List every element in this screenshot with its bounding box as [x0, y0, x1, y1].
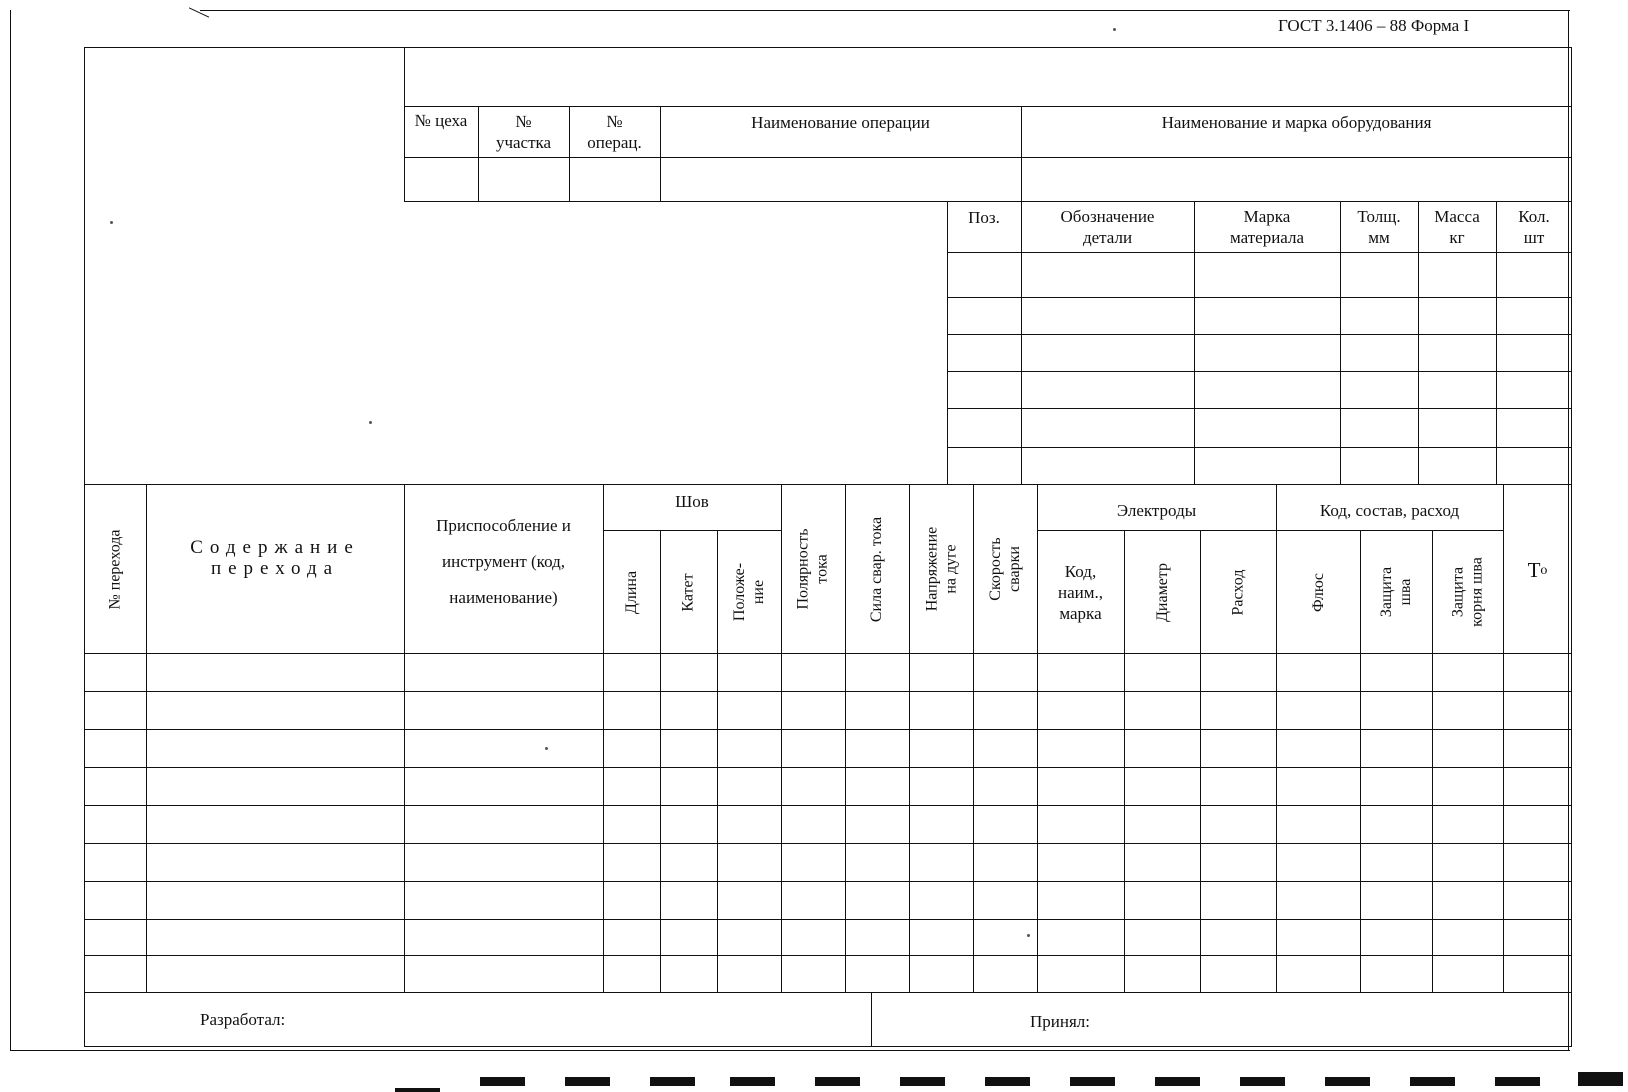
header-arc-voltage: Напряжение на дуге	[923, 526, 960, 612]
header-polarity: Полярность тока	[795, 528, 832, 610]
header-electrodes-group: Электроды	[1116, 500, 1197, 520]
header-electrode-diameter: Диаметр	[1153, 562, 1171, 622]
grid-line	[947, 447, 1572, 448]
scan-dot	[110, 221, 113, 224]
header-flux-group: Код, состав, расход	[1319, 500, 1460, 520]
header-welding-speed: Скорость сварки	[987, 537, 1023, 601]
grid-line	[947, 371, 1572, 372]
scan-artifact	[815, 1077, 860, 1086]
grid-line	[84, 729, 1572, 730]
header-transition-content: Содержание перехода	[190, 537, 360, 579]
scan-artifact	[730, 1077, 775, 1086]
scan-dot	[1113, 28, 1116, 31]
header-operation-name: Наименование операции	[751, 112, 930, 132]
page-border-left	[10, 10, 11, 1050]
scan-artifact	[1325, 1077, 1370, 1086]
grid-line	[84, 805, 1572, 806]
grid-line	[871, 992, 872, 1047]
header-operation-no: № операц.	[587, 112, 642, 152]
header-pos: Поз.	[968, 207, 1000, 227]
scan-artifact	[1410, 1077, 1455, 1086]
scan-artifact	[1240, 1077, 1285, 1086]
grid-line	[84, 653, 1572, 654]
header-time: Т о	[1527, 557, 1548, 582]
header-seam-position: Положе-ние	[731, 562, 767, 622]
header-transition-no: № перехода	[106, 529, 124, 609]
header-thickness: Толщ. мм	[1357, 207, 1401, 247]
accepted-by-label: Принял:	[1030, 1012, 1090, 1031]
header-mass: Масса кг	[1434, 207, 1480, 247]
header-seam-group: Шов	[675, 491, 709, 511]
grid-line	[84, 691, 1572, 692]
scan-artifact	[900, 1077, 945, 1086]
grid-line	[84, 919, 1572, 920]
scan-artifact	[395, 1088, 440, 1092]
grid-line	[404, 201, 1572, 202]
header-equipment: Наименование и марка оборудования	[1161, 112, 1432, 132]
grid-line	[404, 106, 1572, 107]
page-border-bottom	[10, 1050, 1570, 1051]
grid-line	[947, 334, 1572, 335]
header-section-no: № участка	[495, 112, 552, 152]
header-seam-protection: Защита шва	[1378, 566, 1414, 618]
scan-artifact	[1578, 1072, 1623, 1086]
scan-artifact	[565, 1077, 610, 1086]
grid-line	[84, 767, 1572, 768]
scan-artifact	[1155, 1077, 1200, 1086]
grid-line	[1021, 106, 1022, 484]
header-root-protection: Защита корня шва	[1449, 557, 1486, 627]
scan-artifact	[650, 1077, 695, 1086]
grid-line	[404, 157, 1572, 158]
header-seam-length: Длина	[623, 570, 640, 614]
header-electrode-consumption: Расход	[1229, 569, 1247, 615]
grid-line	[84, 843, 1572, 844]
page-border-top	[200, 10, 1570, 11]
developed-by-label: Разработал:	[200, 1010, 286, 1029]
header-flux: Флюс	[1309, 572, 1327, 612]
header-shop-no: № цеха	[414, 110, 468, 130]
scan-dot	[1027, 934, 1030, 937]
scan-artifact	[480, 1077, 525, 1086]
header-seam-leg: Катет	[679, 572, 697, 612]
grid-line	[947, 408, 1572, 409]
scan-artifact	[1070, 1077, 1115, 1086]
header-electrode-code: Код, наим., марка	[1058, 561, 1103, 623]
scan-dot	[369, 421, 372, 424]
grid-line	[603, 530, 781, 531]
header-part-designation: Обозначение детали	[1060, 207, 1155, 247]
header-tooling: Приспособление и инструмент (код, наименование)	[436, 516, 571, 607]
grid-line	[84, 992, 1572, 993]
scan-dot	[545, 747, 548, 750]
grid-line	[84, 955, 1572, 956]
header-material-grade: Марка материала	[1229, 207, 1305, 247]
form-code: ГОСТ 3.1406 – 88 Форма I	[1278, 16, 1470, 35]
scan-artifact	[1495, 1077, 1540, 1086]
grid-line	[84, 484, 1572, 485]
grid-line	[947, 201, 948, 484]
header-quantity: Кол. шт	[1518, 207, 1550, 247]
scan-artifact	[985, 1077, 1030, 1086]
scan-mark	[189, 7, 209, 17]
header-welding-current: Сила свар. тока	[868, 516, 886, 622]
grid-line	[947, 297, 1572, 298]
grid-line	[84, 881, 1572, 882]
grid-line	[1037, 530, 1503, 531]
grid-line	[947, 252, 1572, 253]
